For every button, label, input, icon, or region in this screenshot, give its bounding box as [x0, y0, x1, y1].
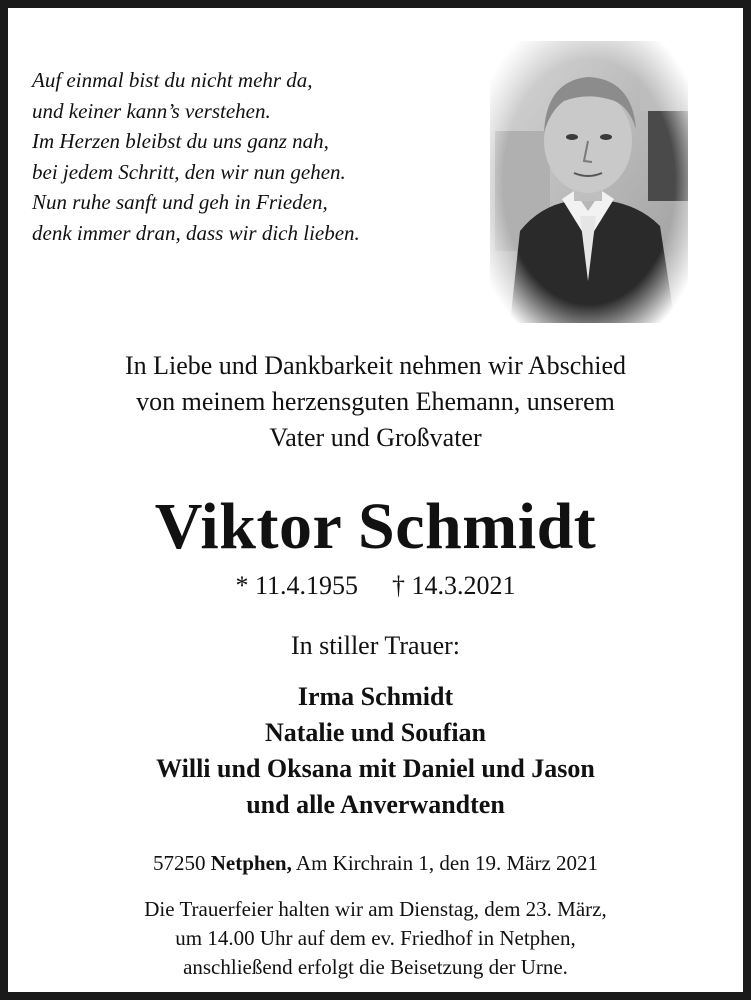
farewell-intro — [8, 348, 743, 456]
poem-line: bei jedem Schritt, den wir nun gehen. — [32, 159, 346, 184]
family-member: Irma Schmidt — [297, 682, 454, 711]
address-postcode: 57250 — [152, 851, 206, 875]
death-date: † 14.3.2021 — [392, 571, 516, 600]
service-info — [8, 895, 743, 982]
family-member: und alle Anverwandten — [246, 790, 505, 819]
life-dates — [8, 568, 743, 604]
service-line: um 14.00 Uhr auf dem ev. Friedhof in Netphen, — [175, 926, 576, 950]
family-member: Willi und Oksana mit Daniel und Jason — [156, 754, 595, 783]
poem-line: Auf einmal bist du nicht mehr da, — [32, 68, 313, 92]
poem-line: und keiner kann’s verstehen. — [32, 98, 271, 123]
service-line: Die Trauerfeier halten wir am Dienstag, dem 23. März, — [144, 897, 607, 921]
intro-line: In Liebe und Dankbarkeit nehmen wir Abschied — [124, 351, 627, 380]
address-line — [8, 848, 743, 878]
service-line: anschließend erfolgt die Beisetzung der Urne. — [183, 955, 568, 979]
family-member: Natalie und Soufian — [264, 718, 487, 747]
deceased-name: Viktor Schmidt — [154, 490, 597, 563]
birth-date: * 11.4.1955 — [235, 571, 359, 600]
poem-line: denk immer dran, dass wir dich lieben. — [32, 220, 360, 245]
intro-line: Vater und Großvater — [269, 423, 482, 452]
poem-line: Im Herzen bleibst du uns ganz nah, — [32, 129, 329, 153]
intro-line: von meinem herzensguten Ehemann, unserem — [136, 387, 615, 416]
mourning-label: In stiller Trauer: — [291, 631, 460, 660]
address-rest: Am Kirchrain 1, den 19. März 2021 — [295, 851, 599, 875]
family-list — [8, 679, 743, 823]
address-city: Netphen, — [210, 851, 292, 875]
portrait-photo — [490, 41, 688, 323]
poem — [32, 65, 360, 248]
poem-line: Nun ruhe sanft und geh in Frieden, — [32, 190, 328, 214]
